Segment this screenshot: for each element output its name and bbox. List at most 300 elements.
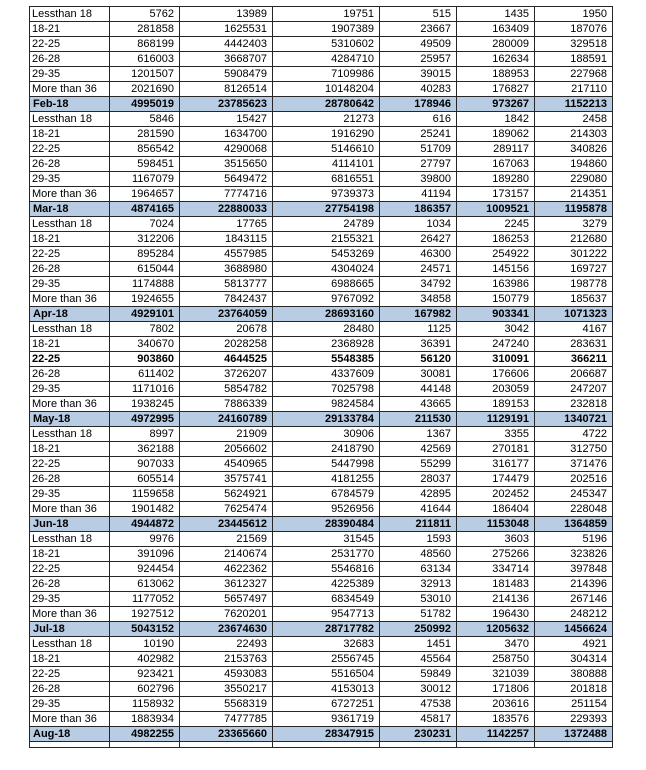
value-cell[interactable]: 4304024 <box>273 262 380 277</box>
value-cell[interactable]: 45564 <box>380 652 457 667</box>
value-cell[interactable]: 20678 <box>180 322 273 337</box>
age-label-cell[interactable]: 22-25 <box>30 352 110 367</box>
value-cell[interactable]: 4290068 <box>180 142 273 157</box>
value-cell[interactable]: 4557985 <box>180 247 273 262</box>
age-label-cell[interactable]: 18-21 <box>30 127 110 142</box>
value-cell[interactable]: 217110 <box>535 82 613 97</box>
month-total-value-cell[interactable]: 1364859 <box>535 517 613 532</box>
value-cell[interactable]: 212680 <box>535 232 613 247</box>
month-total-value-cell[interactable]: 28390484 <box>273 517 380 532</box>
value-cell[interactable]: 3515650 <box>180 157 273 172</box>
month-total-value-cell[interactable]: 4944872 <box>110 517 180 532</box>
value-cell[interactable]: 163409 <box>457 22 535 37</box>
month-total-value-cell[interactable]: 1009521 <box>457 202 535 217</box>
value-cell[interactable]: 2140674 <box>180 547 273 562</box>
value-cell[interactable]: 25241 <box>380 127 457 142</box>
value-cell[interactable]: 19751 <box>273 7 380 22</box>
value-cell[interactable]: 187076 <box>535 22 613 37</box>
age-label-cell[interactable]: More than 36 <box>30 607 110 622</box>
value-cell[interactable]: 232818 <box>535 397 613 412</box>
value-cell[interactable]: 3042 <box>457 322 535 337</box>
value-cell[interactable]: 203616 <box>457 697 535 712</box>
value-cell[interactable]: 2245 <box>457 217 535 232</box>
value-cell[interactable]: 7477785 <box>180 712 273 727</box>
value-cell[interactable]: 55299 <box>380 457 457 472</box>
age-label-cell[interactable]: 26-28 <box>30 52 110 67</box>
value-cell[interactable]: 15427 <box>180 112 273 127</box>
value-cell[interactable]: 340670 <box>110 337 180 352</box>
month-total-value-cell[interactable]: 22880033 <box>180 202 273 217</box>
value-cell[interactable]: 169727 <box>535 262 613 277</box>
value-cell[interactable]: 895284 <box>110 247 180 262</box>
age-label-cell[interactable]: More than 36 <box>30 292 110 307</box>
value-cell[interactable]: 8997 <box>110 427 180 442</box>
value-cell[interactable]: 312750 <box>535 442 613 457</box>
month-total-value-cell[interactable]: 28780642 <box>273 97 380 112</box>
value-cell[interactable]: 1451 <box>380 637 457 652</box>
value-cell[interactable]: 42895 <box>380 487 457 502</box>
value-cell[interactable]: 602796 <box>110 682 180 697</box>
month-total-value-cell[interactable]: 4982255 <box>110 727 180 742</box>
value-cell[interactable]: 1367 <box>380 427 457 442</box>
month-total-value-cell[interactable]: 1372488 <box>535 727 613 742</box>
value-cell[interactable]: 1924655 <box>110 292 180 307</box>
month-total-value-cell[interactable]: 186357 <box>380 202 457 217</box>
value-cell[interactable]: 32913 <box>380 577 457 592</box>
value-cell[interactable]: 1950 <box>535 7 613 22</box>
value-cell[interactable]: 1964657 <box>110 187 180 202</box>
month-total-value-cell[interactable]: 24160789 <box>180 412 273 427</box>
value-cell[interactable]: 247240 <box>457 337 535 352</box>
value-cell[interactable]: 56120 <box>380 352 457 367</box>
value-cell[interactable]: 1907389 <box>273 22 380 37</box>
value-cell[interactable]: 366211 <box>535 352 613 367</box>
age-label-cell[interactable]: More than 36 <box>30 82 110 97</box>
month-total-value-cell[interactable]: 4929101 <box>110 307 180 322</box>
value-cell[interactable]: 1167079 <box>110 172 180 187</box>
value-cell[interactable]: 201818 <box>535 682 613 697</box>
value-cell[interactable]: 1927512 <box>110 607 180 622</box>
value-cell[interactable]: 5657497 <box>180 592 273 607</box>
value-cell[interactable]: 1158932 <box>110 697 180 712</box>
value-cell[interactable]: 23667 <box>380 22 457 37</box>
month-label-cell[interactable]: Aug-18 <box>30 727 110 742</box>
value-cell[interactable]: 2418790 <box>273 442 380 457</box>
value-cell[interactable]: 856542 <box>110 142 180 157</box>
value-cell[interactable]: 5846 <box>110 112 180 127</box>
value-cell[interactable]: 1593 <box>380 532 457 547</box>
value-cell[interactable]: 181483 <box>457 577 535 592</box>
value-cell[interactable]: 4540965 <box>180 457 273 472</box>
value-cell[interactable]: 6727251 <box>273 697 380 712</box>
value-cell[interactable]: 248212 <box>535 607 613 622</box>
age-label-cell[interactable]: Lessthan 18 <box>30 112 110 127</box>
value-cell[interactable]: 3726207 <box>180 367 273 382</box>
value-cell[interactable]: 214351 <box>535 187 613 202</box>
value-cell[interactable]: 28480 <box>273 322 380 337</box>
value-cell[interactable]: 194860 <box>535 157 613 172</box>
value-cell[interactable]: 214136 <box>457 592 535 607</box>
age-label-cell[interactable]: Lessthan 18 <box>30 427 110 442</box>
value-cell[interactable]: 7025798 <box>273 382 380 397</box>
value-cell[interactable]: 924454 <box>110 562 180 577</box>
value-cell[interactable]: 13989 <box>180 7 273 22</box>
value-cell[interactable]: 1177052 <box>110 592 180 607</box>
value-cell[interactable]: 48560 <box>380 547 457 562</box>
value-cell[interactable]: 362188 <box>110 442 180 457</box>
value-cell[interactable]: 4153013 <box>273 682 380 697</box>
value-cell[interactable]: 49509 <box>380 37 457 52</box>
age-label-cell[interactable]: 26-28 <box>30 682 110 697</box>
month-total-value-cell[interactable]: 4972995 <box>110 412 180 427</box>
value-cell[interactable]: 301222 <box>535 247 613 262</box>
value-cell[interactable]: 5146610 <box>273 142 380 157</box>
age-label-cell[interactable]: 22-25 <box>30 142 110 157</box>
age-label-cell[interactable]: 26-28 <box>30 157 110 172</box>
month-total-value-cell[interactable]: 23365660 <box>180 727 273 742</box>
age-label-cell[interactable]: 26-28 <box>30 262 110 277</box>
month-label-cell[interactable]: May-18 <box>30 412 110 427</box>
age-label-cell[interactable]: Lessthan 18 <box>30 7 110 22</box>
value-cell[interactable]: 4921 <box>535 637 613 652</box>
value-cell[interactable]: 63134 <box>380 562 457 577</box>
value-cell[interactable]: 31545 <box>273 532 380 547</box>
value-cell[interactable]: 289117 <box>457 142 535 157</box>
value-cell[interactable]: 2056602 <box>180 442 273 457</box>
value-cell[interactable]: 6988665 <box>273 277 380 292</box>
value-cell[interactable]: 186253 <box>457 232 535 247</box>
month-total-value-cell[interactable]: 1195878 <box>535 202 613 217</box>
value-cell[interactable]: 189153 <box>457 397 535 412</box>
month-total-value-cell[interactable]: 4995019 <box>110 97 180 112</box>
month-total-value-cell[interactable]: 28717782 <box>273 622 380 637</box>
value-cell[interactable]: 34792 <box>380 277 457 292</box>
value-cell[interactable]: 59849 <box>380 667 457 682</box>
value-cell[interactable]: 5546816 <box>273 562 380 577</box>
value-cell[interactable]: 4442403 <box>180 37 273 52</box>
value-cell[interactable]: 258750 <box>457 652 535 667</box>
value-cell[interactable]: 40283 <box>380 82 457 97</box>
value-cell[interactable]: 162634 <box>457 52 535 67</box>
age-label-cell[interactable]: 29-35 <box>30 697 110 712</box>
month-total-value-cell[interactable]: 178946 <box>380 97 457 112</box>
age-label-cell[interactable]: 22-25 <box>30 562 110 577</box>
month-label-cell[interactable]: Apr-18 <box>30 307 110 322</box>
value-cell[interactable]: 613062 <box>110 577 180 592</box>
value-cell[interactable]: 45817 <box>380 712 457 727</box>
value-cell[interactable]: 7886339 <box>180 397 273 412</box>
age-label-cell[interactable]: 22-25 <box>30 667 110 682</box>
month-total-value-cell[interactable]: 28347915 <box>273 727 380 742</box>
value-cell[interactable]: 4225389 <box>273 577 380 592</box>
value-cell[interactable]: 163986 <box>457 277 535 292</box>
value-cell[interactable]: 3470 <box>457 637 535 652</box>
value-cell[interactable]: 616 <box>380 112 457 127</box>
value-cell[interactable]: 26427 <box>380 232 457 247</box>
value-cell[interactable]: 22493 <box>180 637 273 652</box>
value-cell[interactable]: 196430 <box>457 607 535 622</box>
value-cell[interactable]: 4284710 <box>273 52 380 67</box>
value-cell[interactable]: 189062 <box>457 127 535 142</box>
value-cell[interactable]: 9824584 <box>273 397 380 412</box>
value-cell[interactable]: 7625474 <box>180 502 273 517</box>
value-cell[interactable]: 1625531 <box>180 22 273 37</box>
value-cell[interactable]: 4337609 <box>273 367 380 382</box>
value-cell[interactable]: 247207 <box>535 382 613 397</box>
age-label-cell[interactable]: 26-28 <box>30 577 110 592</box>
value-cell[interactable]: 7109986 <box>273 67 380 82</box>
value-cell[interactable]: 5813777 <box>180 277 273 292</box>
value-cell[interactable]: 30012 <box>380 682 457 697</box>
value-cell[interactable]: 32683 <box>273 637 380 652</box>
value-cell[interactable]: 2153763 <box>180 652 273 667</box>
value-cell[interactable]: 245347 <box>535 487 613 502</box>
value-cell[interactable]: 3603 <box>457 532 535 547</box>
value-cell[interactable]: 4167 <box>535 322 613 337</box>
value-cell[interactable]: 229080 <box>535 172 613 187</box>
value-cell[interactable]: 868199 <box>110 37 180 52</box>
value-cell[interactable]: 4181255 <box>273 472 380 487</box>
value-cell[interactable]: 5447998 <box>273 457 380 472</box>
value-cell[interactable]: 34858 <box>380 292 457 307</box>
value-cell[interactable]: 3612327 <box>180 577 273 592</box>
value-cell[interactable]: 5908479 <box>180 67 273 82</box>
month-total-value-cell[interactable]: 167982 <box>380 307 457 322</box>
value-cell[interactable]: 3668707 <box>180 52 273 67</box>
value-cell[interactable]: 616003 <box>110 52 180 67</box>
value-cell[interactable]: 611402 <box>110 367 180 382</box>
value-cell[interactable]: 3550217 <box>180 682 273 697</box>
month-total-value-cell[interactable]: 1071323 <box>535 307 613 322</box>
value-cell[interactable]: 9361719 <box>273 712 380 727</box>
age-label-cell[interactable]: More than 36 <box>30 502 110 517</box>
value-cell[interactable]: 5516504 <box>273 667 380 682</box>
age-label-cell[interactable]: 29-35 <box>30 277 110 292</box>
value-cell[interactable]: 1125 <box>380 322 457 337</box>
month-total-value-cell[interactable]: 973267 <box>457 97 535 112</box>
month-label-cell[interactable]: Feb-18 <box>30 97 110 112</box>
month-label-cell[interactable]: Jun-18 <box>30 517 110 532</box>
value-cell[interactable]: 176827 <box>457 82 535 97</box>
value-cell[interactable]: 24571 <box>380 262 457 277</box>
value-cell[interactable]: 10190 <box>110 637 180 652</box>
value-cell[interactable]: 7774716 <box>180 187 273 202</box>
value-cell[interactable]: 189280 <box>457 172 535 187</box>
value-cell[interactable]: 9767092 <box>273 292 380 307</box>
age-label-cell[interactable]: 29-35 <box>30 487 110 502</box>
value-cell[interactable]: 7802 <box>110 322 180 337</box>
value-cell[interactable]: 41644 <box>380 502 457 517</box>
value-cell[interactable]: 228048 <box>535 502 613 517</box>
value-cell[interactable]: 21569 <box>180 532 273 547</box>
age-label-cell[interactable]: 26-28 <box>30 472 110 487</box>
value-cell[interactable]: 1174888 <box>110 277 180 292</box>
age-label-cell[interactable]: 18-21 <box>30 232 110 247</box>
age-label-cell[interactable]: More than 36 <box>30 397 110 412</box>
age-label-cell[interactable]: Lessthan 18 <box>30 532 110 547</box>
value-cell[interactable]: 6816551 <box>273 172 380 187</box>
value-cell[interactable]: 334714 <box>457 562 535 577</box>
month-total-value-cell[interactable]: 1153048 <box>457 517 535 532</box>
value-cell[interactable]: 270181 <box>457 442 535 457</box>
value-cell[interactable]: 183576 <box>457 712 535 727</box>
value-cell[interactable]: 185637 <box>535 292 613 307</box>
value-cell[interactable]: 51782 <box>380 607 457 622</box>
value-cell[interactable]: 5624921 <box>180 487 273 502</box>
value-cell[interactable]: 5568319 <box>180 697 273 712</box>
age-label-cell[interactable]: 18-21 <box>30 547 110 562</box>
age-label-cell[interactable]: 18-21 <box>30 22 110 37</box>
value-cell[interactable]: 4114101 <box>273 157 380 172</box>
value-cell[interactable]: 8126514 <box>180 82 273 97</box>
value-cell[interactable]: 3575741 <box>180 472 273 487</box>
value-cell[interactable]: 7620201 <box>180 607 273 622</box>
month-total-value-cell[interactable]: 1152213 <box>535 97 613 112</box>
value-cell[interactable]: 214303 <box>535 127 613 142</box>
value-cell[interactable]: 329518 <box>535 37 613 52</box>
value-cell[interactable]: 9739373 <box>273 187 380 202</box>
value-cell[interactable]: 397848 <box>535 562 613 577</box>
value-cell[interactable]: 1916290 <box>273 127 380 142</box>
value-cell[interactable]: 515 <box>380 7 457 22</box>
value-cell[interactable]: 198778 <box>535 277 613 292</box>
value-cell[interactable]: 2556745 <box>273 652 380 667</box>
age-label-cell[interactable]: 29-35 <box>30 172 110 187</box>
value-cell[interactable]: 267146 <box>535 592 613 607</box>
value-cell[interactable]: 4622362 <box>180 562 273 577</box>
month-total-value-cell[interactable]: 1205632 <box>457 622 535 637</box>
value-cell[interactable]: 304314 <box>535 652 613 667</box>
value-cell[interactable]: 17765 <box>180 217 273 232</box>
value-cell[interactable]: 5649472 <box>180 172 273 187</box>
value-cell[interactable]: 5310602 <box>273 37 380 52</box>
value-cell[interactable]: 598451 <box>110 157 180 172</box>
month-total-value-cell[interactable]: 211811 <box>380 517 457 532</box>
month-total-value-cell[interactable]: 1340721 <box>535 412 613 427</box>
value-cell[interactable]: 5854782 <box>180 382 273 397</box>
value-cell[interactable]: 229393 <box>535 712 613 727</box>
value-cell[interactable]: 7024 <box>110 217 180 232</box>
month-total-value-cell[interactable]: 1142257 <box>457 727 535 742</box>
value-cell[interactable]: 2458 <box>535 112 613 127</box>
value-cell[interactable]: 173157 <box>457 187 535 202</box>
value-cell[interactable]: 380888 <box>535 667 613 682</box>
value-cell[interactable]: 43665 <box>380 397 457 412</box>
value-cell[interactable]: 174479 <box>457 472 535 487</box>
month-total-value-cell[interactable]: 4874165 <box>110 202 180 217</box>
month-total-value-cell[interactable]: 250992 <box>380 622 457 637</box>
value-cell[interactable]: 4722 <box>535 427 613 442</box>
value-cell[interactable]: 340826 <box>535 142 613 157</box>
value-cell[interactable]: 5453269 <box>273 247 380 262</box>
value-cell[interactable]: 206687 <box>535 367 613 382</box>
month-total-value-cell[interactable]: 28693160 <box>273 307 380 322</box>
value-cell[interactable]: 3279 <box>535 217 613 232</box>
value-cell[interactable]: 1883934 <box>110 712 180 727</box>
age-label-cell[interactable]: 22-25 <box>30 457 110 472</box>
value-cell[interactable]: 402982 <box>110 652 180 667</box>
value-cell[interactable]: 6784579 <box>273 487 380 502</box>
value-cell[interactable]: 176606 <box>457 367 535 382</box>
value-cell[interactable]: 36391 <box>380 337 457 352</box>
value-cell[interactable]: 3688980 <box>180 262 273 277</box>
value-cell[interactable]: 283631 <box>535 337 613 352</box>
value-cell[interactable]: 39800 <box>380 172 457 187</box>
value-cell[interactable]: 1435 <box>457 7 535 22</box>
value-cell[interactable]: 2368928 <box>273 337 380 352</box>
value-cell[interactable]: 9976 <box>110 532 180 547</box>
value-cell[interactable]: 27797 <box>380 157 457 172</box>
value-cell[interactable]: 281590 <box>110 127 180 142</box>
value-cell[interactable]: 28037 <box>380 472 457 487</box>
value-cell[interactable]: 24789 <box>273 217 380 232</box>
value-cell[interactable]: 2028258 <box>180 337 273 352</box>
month-total-value-cell[interactable]: 230231 <box>380 727 457 742</box>
value-cell[interactable]: 7842437 <box>180 292 273 307</box>
value-cell[interactable]: 312206 <box>110 232 180 247</box>
value-cell[interactable]: 2021690 <box>110 82 180 97</box>
value-cell[interactable]: 1901482 <box>110 502 180 517</box>
month-total-value-cell[interactable]: 211530 <box>380 412 457 427</box>
value-cell[interactable]: 903860 <box>110 352 180 367</box>
value-cell[interactable]: 605514 <box>110 472 180 487</box>
value-cell[interactable]: 4593083 <box>180 667 273 682</box>
age-label-cell[interactable]: More than 36 <box>30 187 110 202</box>
value-cell[interactable]: 39015 <box>380 67 457 82</box>
value-cell[interactable]: 310091 <box>457 352 535 367</box>
value-cell[interactable]: 615044 <box>110 262 180 277</box>
value-cell[interactable]: 275266 <box>457 547 535 562</box>
value-cell[interactable]: 227968 <box>535 67 613 82</box>
value-cell[interactable]: 2155321 <box>273 232 380 247</box>
value-cell[interactable]: 167063 <box>457 157 535 172</box>
value-cell[interactable]: 41194 <box>380 187 457 202</box>
value-cell[interactable]: 6834549 <box>273 592 380 607</box>
value-cell[interactable]: 323826 <box>535 547 613 562</box>
value-cell[interactable]: 923421 <box>110 667 180 682</box>
value-cell[interactable]: 391096 <box>110 547 180 562</box>
value-cell[interactable]: 1034 <box>380 217 457 232</box>
value-cell[interactable]: 1938245 <box>110 397 180 412</box>
age-label-cell[interactable]: More than 36 <box>30 712 110 727</box>
value-cell[interactable]: 1634700 <box>180 127 273 142</box>
value-cell[interactable]: 202516 <box>535 472 613 487</box>
value-cell[interactable]: 44148 <box>380 382 457 397</box>
month-total-value-cell[interactable]: 5043152 <box>110 622 180 637</box>
value-cell[interactable]: 188591 <box>535 52 613 67</box>
month-total-value-cell[interactable]: 23445612 <box>180 517 273 532</box>
month-label-cell[interactable]: Mar-18 <box>30 202 110 217</box>
value-cell[interactable]: 145156 <box>457 262 535 277</box>
value-cell[interactable]: 280009 <box>457 37 535 52</box>
age-label-cell[interactable]: 22-25 <box>30 37 110 52</box>
age-label-cell[interactable]: 26-28 <box>30 367 110 382</box>
age-label-cell[interactable]: 29-35 <box>30 592 110 607</box>
age-label-cell[interactable]: 29-35 <box>30 382 110 397</box>
value-cell[interactable]: 186404 <box>457 502 535 517</box>
value-cell[interactable]: 25957 <box>380 52 457 67</box>
month-total-value-cell[interactable]: 903341 <box>457 307 535 322</box>
value-cell[interactable]: 47538 <box>380 697 457 712</box>
age-label-cell[interactable]: 29-35 <box>30 67 110 82</box>
value-cell[interactable]: 214396 <box>535 577 613 592</box>
value-cell[interactable]: 171806 <box>457 682 535 697</box>
value-cell[interactable]: 202452 <box>457 487 535 502</box>
value-cell[interactable]: 321039 <box>457 667 535 682</box>
value-cell[interactable]: 1843115 <box>180 232 273 247</box>
age-label-cell[interactable]: 18-21 <box>30 442 110 457</box>
value-cell[interactable]: 42569 <box>380 442 457 457</box>
